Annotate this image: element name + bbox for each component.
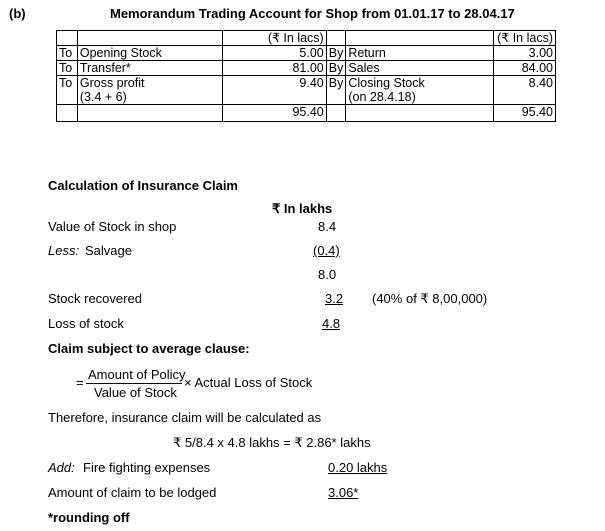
cr-amount-header: (₹ In lacs) bbox=[494, 31, 556, 46]
cr-amount: 84.00 bbox=[494, 61, 556, 76]
fraction-tail: × Actual Loss of Stock bbox=[184, 375, 313, 390]
add-label: Add: bbox=[48, 460, 75, 475]
cr-particular-cell bbox=[346, 76, 494, 105]
salvage-label: Salvage bbox=[85, 243, 132, 258]
section-label: (b) bbox=[9, 6, 26, 21]
less-label: Less: bbox=[48, 243, 80, 258]
dr-amount: 9.40 bbox=[223, 76, 327, 105]
dr-amount-header: (₹ In lacs) bbox=[223, 31, 327, 46]
dr-prefix: To bbox=[57, 61, 78, 76]
cr-prefix: By bbox=[326, 76, 346, 105]
dr-note: (3.4 + 6) bbox=[79, 90, 127, 104]
cr-particular: Return bbox=[346, 46, 494, 61]
dr-amount: 81.00 bbox=[223, 61, 327, 76]
table-header-row bbox=[57, 31, 556, 46]
footnote: *rounding off bbox=[48, 510, 130, 525]
equals-sign: = bbox=[76, 375, 84, 390]
trading-account-table bbox=[56, 30, 556, 122]
fire-value bbox=[328, 460, 387, 475]
recovered-value: 3.2 bbox=[325, 291, 344, 306]
fraction-bar bbox=[86, 383, 182, 384]
cr-total: 95.40 bbox=[494, 105, 556, 122]
dr-particular: Transfer* bbox=[77, 61, 222, 76]
dr-particular-cell bbox=[77, 76, 222, 105]
table-row bbox=[57, 61, 556, 76]
calc-line: ₹ 5/8.4 x 4.8 lakhs = ₹ 2.86* lakhs bbox=[173, 435, 371, 450]
loss-value: 4.8 bbox=[322, 316, 341, 331]
dr-particular: Opening Stock bbox=[77, 46, 222, 61]
recovered-note: (40% of ₹ 8,00,000) bbox=[372, 291, 488, 306]
average-clause-heading: Claim subject to average clause: bbox=[48, 341, 250, 356]
table-row bbox=[57, 46, 556, 61]
fraction-numerator: Amount of Policy bbox=[88, 367, 186, 382]
cr-prefix: By bbox=[326, 61, 346, 76]
cr-amount: 3.00 bbox=[494, 46, 556, 61]
total-row bbox=[57, 105, 556, 122]
salvage-value: (0.4) bbox=[313, 243, 340, 258]
cr-prefix: By bbox=[326, 46, 346, 61]
dr-prefix: To bbox=[57, 76, 78, 105]
fire-value-text: 0.20 lakhs bbox=[328, 460, 388, 475]
recovered-label: Stock recovered bbox=[48, 291, 142, 306]
value-stock: 8.4 bbox=[318, 219, 337, 234]
table-row bbox=[57, 76, 556, 105]
cr-amount: 8.40 bbox=[494, 76, 556, 105]
fire-label: Fire fighting expenses bbox=[83, 460, 211, 475]
value-stock-label: Value of Stock in shop bbox=[48, 219, 177, 234]
unit-header: ₹ In lakhs bbox=[272, 201, 333, 216]
dr-amount: 5.00 bbox=[223, 46, 327, 61]
therefore-text: Therefore, insurance claim will be calculated as bbox=[48, 410, 322, 425]
cr-particular: Closing Stock bbox=[348, 76, 425, 90]
cr-particular: Sales bbox=[346, 61, 494, 76]
dr-particular: Gross profit bbox=[79, 76, 145, 90]
account-title: Memorandum Trading Account for Shop from 01.01.17 to 28.04.17 bbox=[110, 6, 515, 21]
lodged-value: 3.06* bbox=[328, 485, 359, 500]
lodged-label: Amount of claim to be lodged bbox=[48, 485, 217, 500]
net-value: 8.0 bbox=[318, 267, 337, 282]
loss-label: Loss of stock bbox=[48, 316, 124, 331]
dr-prefix: To bbox=[57, 46, 78, 61]
dr-total: 95.40 bbox=[223, 105, 327, 122]
cr-note: (on 28.4.18) bbox=[348, 90, 416, 104]
fraction-denominator: Value of Stock bbox=[94, 385, 177, 400]
claim-heading: Calculation of Insurance Claim bbox=[48, 178, 238, 193]
